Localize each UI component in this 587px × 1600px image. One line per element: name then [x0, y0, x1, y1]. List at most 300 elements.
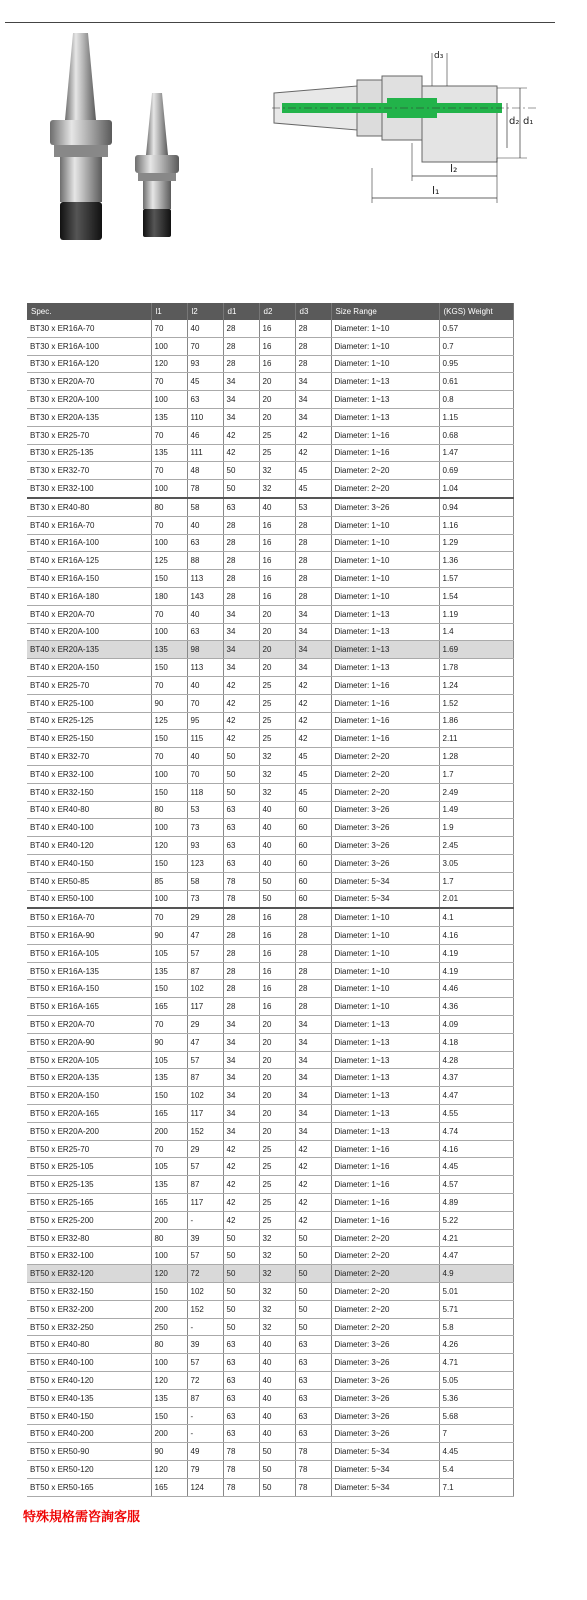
table-cell: 0.69: [439, 462, 513, 480]
table-cell: 100: [151, 534, 187, 552]
table-cell: BT40 x ER25-125: [27, 712, 151, 730]
table-cell: 16: [259, 980, 295, 998]
table-row: [27, 1247, 513, 1265]
table-cell: 16: [259, 927, 295, 945]
table-cell: BT50 x ER32-100: [27, 1247, 151, 1265]
table-cell: Diameter: 3~26: [331, 854, 439, 872]
table-cell: 63: [223, 837, 259, 855]
table-row: [27, 534, 513, 552]
table-cell: 120: [151, 1265, 187, 1283]
table-cell: Diameter: 1~13: [331, 605, 439, 623]
table-cell: 25: [259, 444, 295, 462]
table-cell: 7.1: [439, 1478, 513, 1496]
table-cell: 32: [259, 480, 295, 498]
table-cell: Diameter: 1~10: [331, 962, 439, 980]
table-cell: 34: [295, 659, 331, 677]
table-cell: 42: [223, 1194, 259, 1212]
table-cell: 50: [295, 1318, 331, 1336]
table-cell: 34: [295, 1087, 331, 1105]
table-cell: 16: [259, 570, 295, 588]
table-cell: 45: [295, 748, 331, 766]
table-row: [27, 641, 513, 659]
table-cell: 135: [151, 962, 187, 980]
table-cell: BT40 x ER20A-135: [27, 641, 151, 659]
table-cell: Diameter: 2~20: [331, 1229, 439, 1247]
table-cell: BT30 x ER32-70: [27, 462, 151, 480]
table-row: [27, 1122, 513, 1140]
table-cell: 42: [223, 712, 259, 730]
table-cell: 40: [259, 1354, 295, 1372]
table-cell: Diameter: 1~13: [331, 1087, 439, 1105]
table-cell: BT50 x ER25-200: [27, 1211, 151, 1229]
table-row: [27, 927, 513, 945]
table-cell: 165: [151, 1194, 187, 1212]
table-cell: Diameter: 1~10: [331, 534, 439, 552]
table-cell: 28: [223, 516, 259, 534]
table-row: [27, 1336, 513, 1354]
table-cell: 152: [187, 1122, 223, 1140]
table-cell: Diameter: 3~26: [331, 837, 439, 855]
table-cell: 165: [151, 1478, 187, 1496]
table-row: [27, 712, 513, 730]
table-cell: 78: [295, 1478, 331, 1496]
table-cell: 28: [295, 570, 331, 588]
table-cell: BT50 x ER40-100: [27, 1354, 151, 1372]
table-cell: Diameter: 2~20: [331, 1265, 439, 1283]
table-cell: 34: [223, 1033, 259, 1051]
table-row: [27, 801, 513, 819]
table-cell: Diameter: 3~26: [331, 801, 439, 819]
table-cell: 42: [295, 426, 331, 444]
table-cell: 113: [187, 570, 223, 588]
table-cell: 135: [151, 1069, 187, 1087]
table-row: [27, 944, 513, 962]
table-cell: 1.28: [439, 748, 513, 766]
table-cell: 40: [259, 801, 295, 819]
table-cell: BT40 x ER16A-150: [27, 570, 151, 588]
table-cell: 79: [187, 1461, 223, 1479]
table-cell: 60: [295, 890, 331, 908]
table-cell: 28: [223, 337, 259, 355]
table-cell: 87: [187, 962, 223, 980]
table-cell: 4.71: [439, 1354, 513, 1372]
table-cell: 100: [151, 819, 187, 837]
column-header: l2: [187, 303, 223, 320]
table-cell: Diameter: 1~13: [331, 1069, 439, 1087]
table-cell: 32: [259, 1283, 295, 1301]
table-row: [27, 1318, 513, 1336]
table-cell: 50: [223, 462, 259, 480]
table-cell: 20: [259, 1033, 295, 1051]
table-row: [27, 908, 513, 926]
table-cell: 1.86: [439, 712, 513, 730]
table-cell: 3.05: [439, 854, 513, 872]
table-cell: 165: [151, 1105, 187, 1123]
table-cell: BT50 x ER20A-70: [27, 1016, 151, 1034]
table-cell: Diameter: 1~10: [331, 980, 439, 998]
table-row: [27, 391, 513, 409]
table-cell: 63: [223, 801, 259, 819]
table-cell: 34: [223, 373, 259, 391]
table-cell: BT50 x ER20A-165: [27, 1105, 151, 1123]
table-cell: 34: [295, 1051, 331, 1069]
table-cell: 16: [259, 516, 295, 534]
table-cell: BT50 x ER40-150: [27, 1407, 151, 1425]
table-cell: 50: [295, 1247, 331, 1265]
table-cell: 28: [295, 355, 331, 373]
table-row: [27, 1158, 513, 1176]
table-cell: 16: [259, 998, 295, 1016]
table-cell: 40: [187, 516, 223, 534]
table-cell: 1.19: [439, 605, 513, 623]
table-cell: 50: [223, 1283, 259, 1301]
table-cell: Diameter: 1~13: [331, 373, 439, 391]
table-cell: 34: [223, 623, 259, 641]
table-cell: BT30 x ER32-100: [27, 480, 151, 498]
table-row: [27, 676, 513, 694]
table-row: [27, 1300, 513, 1318]
table-row: [27, 337, 513, 355]
table-row: [27, 837, 513, 855]
table-cell: 90: [151, 1443, 187, 1461]
table-cell: 32: [259, 1300, 295, 1318]
table-cell: 124: [187, 1478, 223, 1496]
table-cell: BT50 x ER50-165: [27, 1478, 151, 1496]
table-cell: Diameter: 2~20: [331, 748, 439, 766]
table-cell: 113: [187, 659, 223, 677]
table-cell: Diameter: 1~16: [331, 1176, 439, 1194]
table-cell: 25: [259, 1211, 295, 1229]
table-cell: 50: [259, 890, 295, 908]
table-cell: BT50 x ER40-135: [27, 1389, 151, 1407]
table-cell: BT40 x ER32-70: [27, 748, 151, 766]
table-cell: 4.21: [439, 1229, 513, 1247]
footer-note: 特殊規格需咨詢客服: [23, 1509, 141, 1524]
table-row: [27, 1372, 513, 1390]
table-cell: 20: [259, 1105, 295, 1123]
table-cell: BT50 x ER20A-200: [27, 1122, 151, 1140]
table-cell: 16: [259, 587, 295, 605]
table-cell: 1.15: [439, 408, 513, 426]
top-divider: [5, 22, 555, 23]
table-cell: 50: [223, 1300, 259, 1318]
table-cell: 0.95: [439, 355, 513, 373]
table-row: [27, 1069, 513, 1087]
table-cell: 78: [223, 1478, 259, 1496]
table-cell: 16: [259, 908, 295, 926]
table-cell: 28: [223, 552, 259, 570]
table-cell: 40: [187, 748, 223, 766]
table-cell: 40: [259, 1336, 295, 1354]
table-cell: 29: [187, 908, 223, 926]
table-cell: 50: [295, 1229, 331, 1247]
table-cell: 57: [187, 1158, 223, 1176]
small-holder-image: [135, 93, 179, 237]
table-cell: Diameter: 5~34: [331, 1478, 439, 1496]
large-holder-image: [50, 33, 112, 240]
table-cell: 34: [223, 641, 259, 659]
table-cell: 150: [151, 783, 187, 801]
table-cell: 200: [151, 1211, 187, 1229]
table-cell: 4.9: [439, 1265, 513, 1283]
table-cell: 63: [295, 1425, 331, 1443]
table-cell: BT40 x ER16A-100: [27, 534, 151, 552]
table-row: [27, 1033, 513, 1051]
table-row: [27, 320, 513, 337]
table-cell: 45: [295, 765, 331, 783]
table-cell: 102: [187, 1087, 223, 1105]
table-cell: 42: [295, 1211, 331, 1229]
table-cell: 1.04: [439, 480, 513, 498]
table-cell: Diameter: 2~20: [331, 1318, 439, 1336]
table-cell: BT50 x ER50-90: [27, 1443, 151, 1461]
table-cell: BT30 x ER40-80: [27, 498, 151, 516]
table-cell: 110: [187, 408, 223, 426]
table-cell: BT50 x ER32-250: [27, 1318, 151, 1336]
table-cell: BT40 x ER40-100: [27, 819, 151, 837]
table-row: [27, 355, 513, 373]
table-cell: 28: [223, 944, 259, 962]
table-cell: 150: [151, 730, 187, 748]
table-cell: 73: [187, 890, 223, 908]
table-cell: 0.8: [439, 391, 513, 409]
table-cell: Diameter: 1~16: [331, 712, 439, 730]
table-cell: 135: [151, 444, 187, 462]
column-header: l1: [151, 303, 187, 320]
table-cell: BT50 x ER20A-135: [27, 1069, 151, 1087]
table-cell: 63: [223, 1425, 259, 1443]
table-cell: 4.09: [439, 1016, 513, 1034]
table-cell: 57: [187, 1247, 223, 1265]
table-cell: 63: [223, 854, 259, 872]
table-cell: 70: [151, 908, 187, 926]
table-cell: 28: [295, 962, 331, 980]
table-cell: BT40 x ER16A-180: [27, 587, 151, 605]
table-row: [27, 980, 513, 998]
table-row: [27, 1265, 513, 1283]
table-cell: Diameter: 1~10: [331, 570, 439, 588]
table-cell: 152: [187, 1300, 223, 1318]
table-cell: 40: [259, 1372, 295, 1390]
table-cell: Diameter: 1~13: [331, 1033, 439, 1051]
table-cell: 150: [151, 1283, 187, 1301]
table-cell: 0.57: [439, 320, 513, 337]
table-cell: 57: [187, 944, 223, 962]
table-cell: 40: [187, 676, 223, 694]
table-cell: 28: [223, 908, 259, 926]
table-cell: 87: [187, 1069, 223, 1087]
table-cell: BT30 x ER16A-70: [27, 320, 151, 337]
table-cell: 1.9: [439, 819, 513, 837]
table-row: [27, 890, 513, 908]
table-cell: Diameter: 2~20: [331, 462, 439, 480]
table-cell: 1.49: [439, 801, 513, 819]
table-cell: 5.71: [439, 1300, 513, 1318]
table-cell: 42: [223, 426, 259, 444]
table-cell: 25: [259, 1176, 295, 1194]
table-row: [27, 872, 513, 890]
table-cell: BT50 x ER40-200: [27, 1425, 151, 1443]
table-cell: 4.74: [439, 1122, 513, 1140]
table-cell: 29: [187, 1140, 223, 1158]
table-cell: 1.47: [439, 444, 513, 462]
table-cell: 125: [151, 552, 187, 570]
table-row: [27, 819, 513, 837]
table-row: [27, 480, 513, 498]
table-cell: BT30 x ER16A-120: [27, 355, 151, 373]
table-cell: 42: [295, 730, 331, 748]
table-cell: BT40 x ER50-85: [27, 872, 151, 890]
table-cell: 32: [259, 748, 295, 766]
table-cell: 28: [295, 998, 331, 1016]
label-d1: d₁: [523, 116, 534, 127]
table-cell: 250: [151, 1318, 187, 1336]
table-cell: 150: [151, 659, 187, 677]
table-cell: 180: [151, 587, 187, 605]
table-cell: 63: [187, 623, 223, 641]
table-cell: 70: [151, 516, 187, 534]
table-cell: 117: [187, 998, 223, 1016]
label-l2: l₂: [450, 162, 458, 175]
table-cell: 16: [259, 355, 295, 373]
table-cell: 28: [295, 587, 331, 605]
table-cell: 63: [223, 1407, 259, 1425]
table-cell: 28: [295, 980, 331, 998]
table-cell: BT50 x ER25-135: [27, 1176, 151, 1194]
table-cell: 60: [295, 801, 331, 819]
table-cell: 20: [259, 605, 295, 623]
table-cell: 72: [187, 1265, 223, 1283]
table-cell: BT50 x ER32-120: [27, 1265, 151, 1283]
table-cell: 100: [151, 623, 187, 641]
table-cell: 57: [187, 1051, 223, 1069]
table-cell: BT30 x ER16A-100: [27, 337, 151, 355]
table-cell: -: [187, 1211, 223, 1229]
table-cell: 78: [295, 1461, 331, 1479]
table-cell: 70: [187, 337, 223, 355]
table-cell: Diameter: 1~13: [331, 1051, 439, 1069]
table-cell: 4.26: [439, 1336, 513, 1354]
table-cell: 34: [223, 1016, 259, 1034]
table-cell: 28: [295, 908, 331, 926]
table-cell: 150: [151, 1407, 187, 1425]
table-cell: 34: [295, 1122, 331, 1140]
table-cell: 20: [259, 659, 295, 677]
table-cell: 29: [187, 1016, 223, 1034]
table-cell: 63: [295, 1372, 331, 1390]
table-cell: 80: [151, 801, 187, 819]
table-cell: Diameter: 1~16: [331, 694, 439, 712]
table-row: [27, 962, 513, 980]
table-cell: 135: [151, 1389, 187, 1407]
table-cell: 4.45: [439, 1443, 513, 1461]
table-cell: 50: [295, 1265, 331, 1283]
table-row: [27, 783, 513, 801]
table-cell: 80: [151, 498, 187, 516]
table-cell: 90: [151, 927, 187, 945]
table-row: [27, 552, 513, 570]
table-cell: 63: [295, 1407, 331, 1425]
table-cell: 50: [295, 1283, 331, 1301]
column-header: Spec.: [27, 303, 151, 320]
table-cell: 39: [187, 1336, 223, 1354]
table-cell: 25: [259, 1140, 295, 1158]
table-cell: Diameter: 3~26: [331, 819, 439, 837]
table-cell: 28: [223, 570, 259, 588]
table-cell: 16: [259, 534, 295, 552]
table-cell: 28: [295, 320, 331, 337]
table-cell: 42: [223, 730, 259, 748]
table-cell: 63: [223, 1372, 259, 1390]
table-row: [27, 1461, 513, 1479]
tool-holder-photos: [40, 25, 210, 250]
table-cell: 111: [187, 444, 223, 462]
table-cell: 4.55: [439, 1105, 513, 1123]
table-cell: 1.7: [439, 872, 513, 890]
table-cell: 28: [295, 552, 331, 570]
table-cell: 63: [223, 1389, 259, 1407]
table-cell: Diameter: 5~34: [331, 890, 439, 908]
table-cell: 85: [151, 872, 187, 890]
table-cell: 4.57: [439, 1176, 513, 1194]
table-row: [27, 462, 513, 480]
table-cell: 42: [223, 676, 259, 694]
table-cell: 0.94: [439, 498, 513, 516]
table-cell: 80: [151, 1229, 187, 1247]
table-cell: 2.11: [439, 730, 513, 748]
table-cell: 70: [151, 426, 187, 444]
table-cell: Diameter: 2~20: [331, 783, 439, 801]
table-cell: 63: [187, 534, 223, 552]
table-cell: 120: [151, 355, 187, 373]
table-row: [27, 498, 513, 516]
table-cell: 28: [223, 587, 259, 605]
table-cell: BT50 x ER16A-165: [27, 998, 151, 1016]
table-cell: 25: [259, 712, 295, 730]
table-cell: 115: [187, 730, 223, 748]
table-cell: 28: [223, 998, 259, 1016]
table-cell: 70: [151, 748, 187, 766]
table-row: [27, 1140, 513, 1158]
table-cell: BT30 x ER20A-135: [27, 408, 151, 426]
table-cell: 16: [259, 944, 295, 962]
table-cell: 50: [223, 480, 259, 498]
table-cell: 25: [259, 676, 295, 694]
table-cell: 40: [259, 854, 295, 872]
table-cell: 20: [259, 1016, 295, 1034]
table-cell: 2.45: [439, 837, 513, 855]
table-row: [27, 1407, 513, 1425]
table-cell: BT40 x ER40-80: [27, 801, 151, 819]
table-cell: 32: [259, 765, 295, 783]
table-cell: Diameter: 5~34: [331, 1443, 439, 1461]
table-cell: 28: [295, 944, 331, 962]
table-cell: Diameter: 1~10: [331, 587, 439, 605]
table-cell: BT40 x ER40-120: [27, 837, 151, 855]
table-cell: BT50 x ER20A-105: [27, 1051, 151, 1069]
table-cell: 16: [259, 962, 295, 980]
table-cell: -: [187, 1318, 223, 1336]
table-cell: Diameter: 1~13: [331, 391, 439, 409]
label-d2: d₂: [509, 116, 520, 127]
table-cell: 42: [223, 1140, 259, 1158]
table-cell: Diameter: 2~20: [331, 765, 439, 783]
table-cell: 28: [295, 534, 331, 552]
table-cell: 58: [187, 498, 223, 516]
table-cell: 63: [295, 1389, 331, 1407]
table-row: [27, 1229, 513, 1247]
table-cell: 88: [187, 552, 223, 570]
